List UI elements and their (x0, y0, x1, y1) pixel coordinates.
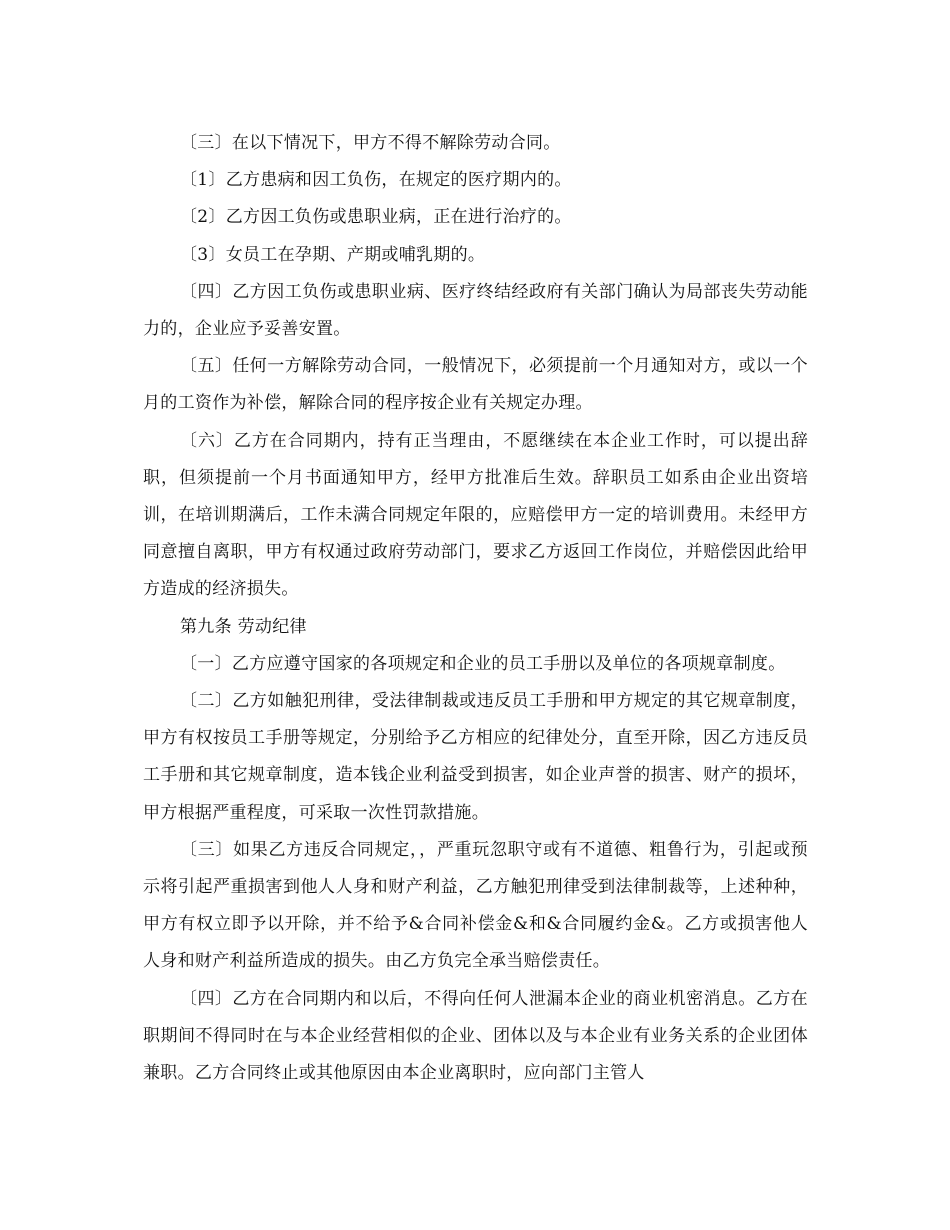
discipline-clause-3: 〔三〕如果乙方违反合同规定，，严重玩忽职守或有不道德、粗鲁行为，引起或预示将引起严重损害到他人人身和财产利益，乙方触犯刑律受到法律制裁等，上述种种，甲方有权立即予以开除，并不给予&合同补偿金&和&合同履约金&。乙方或损害他人人身和财产利益所造成的损失。由乙方负完全承当赔偿责任。 (143, 839, 808, 972)
clause-4-paragraph: 〔四〕乙方因工负伤或患职业病、医疗终结经政府有关部门确认为局部丧失劳动能力的，企业应予妥善安置。 (143, 281, 808, 340)
discipline-clause-2: 〔二〕乙方如触犯刑律，受法律制裁或违反员工手册和甲方规定的其它规章制度，甲方有权按员工手册等规定，分别给予乙方相应的纪律处分，直至开除，因乙方违反员工手册和其它规章制度，造本钱企业利益受到损害，如企业声誉的损害、财产的损坏，甲方根据严重程度，可采取一次性罚款措施。 (143, 691, 808, 823)
discipline-clause-1: 〔一〕乙方应遵守国家的各项规定和企业的员工手册以及单位的各项规章制度。 (180, 653, 786, 674)
clause-3-item-1: 〔1〕乙方患病和因工负伤，在规定的医疗期内的。 (180, 170, 572, 191)
discipline-clause-4: 〔四〕乙方在合同期内和以后，不得向任何人泄漏本企业的商业机密消息。乙方在职期间不得同时在与本企业经营相似的企业、团体以及与本企业有业务关系的企业团体兼职。乙方合同终止或其他原因由本企业离职时，应向部门主管人 (143, 988, 808, 1084)
document-page (143, 125, 808, 1092)
clause-3-item-2: 〔2〕乙方因工负伤或患职业病，正在进行治疗的。 (180, 207, 572, 228)
clause-6-paragraph: 〔六〕乙方在合同期内，持有正当理由，不愿继续在本企业工作时，可以提出辞职，但须提前一个月书面通知甲方，经甲方批准后生效。辞职员工如系由企业出资培训，在培训期满后，工作未满合同规定年限的，应赔偿甲方一定的培训费用。未经甲方同意擅自离职，甲方有权通过政府劳动部门，要求乙方返回工作岗位，并赔偿因此给甲方造成的经济损失。 (143, 430, 808, 600)
article-9-heading: 第九条 劳动纪律 (180, 616, 307, 637)
clause-5-paragraph: 〔五〕任何一方解除劳动合同，一般情况下，必须提前一个月通知对方，或以一个月的工资作为补偿，解除合同的程序按企业有关规定办理。 (143, 356, 808, 414)
clause-3-item-3: 〔3〕女员工在孕期、产期或哺乳期的。 (180, 244, 486, 265)
clause-3-heading: 〔三〕在以下情况下，甲方不得不解除劳动合同。 (180, 133, 561, 153)
